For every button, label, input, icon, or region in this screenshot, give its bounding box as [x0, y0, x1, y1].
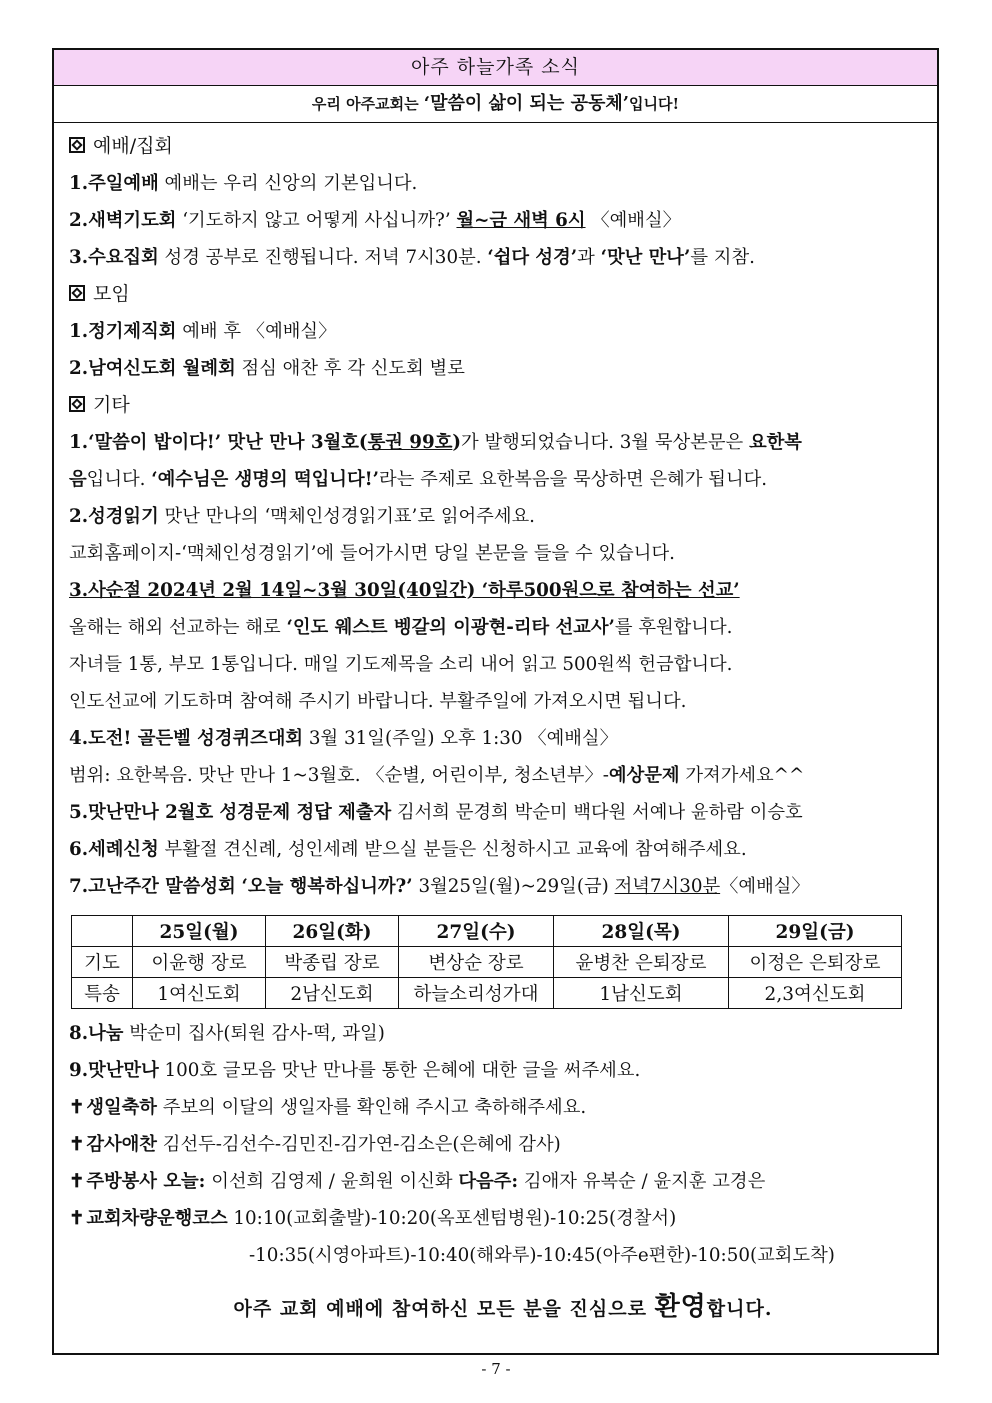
table-cell: 1여신도회 — [133, 978, 266, 1009]
section-heading-other: 기타 — [69, 387, 937, 424]
motto-suffix: 입니다! — [629, 95, 680, 113]
other-item-quiz: 4.도전! 골든벨 성경퀴즈대회 3월 31일(주일) 오후 1:30 〈예배실〉 — [69, 728, 618, 749]
table-cell: 박종립 장로 — [266, 947, 399, 978]
diamond-square-icon — [69, 285, 85, 301]
motto-prefix: 우리 아주교회는 — [311, 95, 419, 113]
other-item-manna-100: 9.맛난만나 100호 글모음 맛난 만나를 통한 은혜에 대한 글을 써주세요. — [69, 1060, 641, 1081]
page-title: 아주 하늘가족 소식 — [54, 50, 937, 86]
holy-week-schedule-table — [71, 915, 902, 1009]
day-header: 26일(화) — [266, 916, 399, 947]
table-cell: 윤병찬 은퇴장로 — [554, 947, 729, 978]
table-cell: 이윤행 장로 — [133, 947, 266, 978]
worship-item-sunday: 1.주일예배 예배는 우리 신앙의 기본입니다. — [69, 173, 418, 194]
table-cell: 2,3여신도회 — [729, 978, 902, 1009]
table-cell: 2남신도회 — [266, 978, 399, 1009]
other-item-lent: 3.사순절 2024년 2월 14일~3월 30일(40일간) ‘하루500원으로 참여하는 선교’ — [69, 580, 740, 601]
table-cell: 이정은 은퇴장로 — [729, 947, 902, 978]
cross-icon: ✝ — [69, 1171, 85, 1192]
table-cell: 변상순 장로 — [399, 947, 554, 978]
diamond-square-icon — [69, 396, 85, 412]
other-item-sharing: 8.나눔 박순미 집사(퇴원 감사-떡, 과일) — [69, 1023, 385, 1044]
row-label-special: 특송 — [72, 978, 133, 1009]
other-item-manna: 1.‘말씀이 밥이다!’ 맛난 만나 3월호(통권 99호)가 발행되었습니다. 3월 묵상본문은 요한복 — [69, 432, 802, 453]
diamond-square-icon — [69, 137, 85, 153]
day-header: 27일(수) — [399, 916, 554, 947]
table-cell: 하늘소리성가대 — [399, 978, 554, 1009]
table-row — [72, 916, 902, 947]
church-motto — [54, 86, 937, 123]
other-item-quiz-cont: 범위: 요한복음. 맛난 만나 1~3월호. 〈순별, 어린이부, 청소년부〉-예상문제 가져가세요^^ — [69, 765, 805, 786]
day-header: 25일(월) — [133, 916, 266, 947]
other-item-lent-line4: 인도선교에 기도하며 참여해 주시기 바랍니다. 부활주일에 가져오시면 됩니다. — [69, 691, 687, 712]
other-item-lent-line2: 올해는 해외 선교하는 해로 ‘인도 웨스트 벵갈의 이광현-리타 선교사’를 후원합니다. — [69, 617, 733, 638]
other-item-bible-reading-cont: 교회홈페이지-‘맥체인성경읽기’에 들어가시면 당일 본문을 들을 수 있습니다. — [69, 543, 675, 564]
motto-quote: ‘말씀이 삶이 되는 공동체’ — [423, 93, 630, 114]
section-heading-worship: 예배/집회 — [69, 128, 937, 165]
thanks-item: ✝ 감사애찬 김선두-김선수-김민진-김가연-김소은(은혜에 감사) — [69, 1134, 561, 1155]
other-item-manna-cont: 음입니다. ‘예수님은 생명의 떡입니다!’라는 주제로 요한복음을 묵상하면 은혜가 됩니다. — [69, 469, 768, 490]
kitchen-item: ✝ 주방봉사 오늘: 이선희 김영제 / 윤희원 이신화 다음주: 김애자 유복순 / 윤지훈 고경은 — [69, 1171, 766, 1192]
table-cell: 1남신도회 — [554, 978, 729, 1009]
welcome-message: 아주 교회 예배에 참여하신 모든 분을 진심으로 환영합니다. — [233, 1292, 773, 1322]
birthday-item: ✝ 생일축하 주보의 이달의 생일자를 확인해 주시고 축하해주세요. — [69, 1097, 587, 1118]
table-row — [72, 947, 902, 978]
other-item-bible-reading: 2.성경읽기 맛난 만나의 ‘맥체인성경읽기표’로 읽어주세요. — [69, 506, 535, 527]
meeting-item-staff: 1.정기제직회 예배 후 〈예배실〉 — [69, 321, 337, 342]
cross-icon: ✝ — [69, 1097, 85, 1118]
day-header: 28일(목) — [554, 916, 729, 947]
bulletin-frame — [52, 48, 939, 1355]
bus-item: ✝ 교회차량운행코스 10:10(교회출발)-10:20(옥포센텀병원)-10:25(경찰서) — [69, 1208, 677, 1229]
day-header: 29일(금) — [729, 916, 902, 947]
worship-item-wednesday: 3.수요집회 성경 공부로 진행됩니다. 저녁 7시30분. ‘쉽다 성경’과 ‘맛난 만나’를 지참. — [69, 247, 755, 268]
other-item-lent-line3: 자녀들 1통, 부모 1통입니다. 매일 기도제목을 소리 내어 읽고 500원씩 헌금합니다. — [69, 654, 733, 675]
other-item-answers: 5.맛난만나 2월호 성경문제 정답 제출자 김서희 문경희 박순미 백다원 서예나 윤하람 이승호 — [69, 802, 803, 823]
section-heading-meeting: 모임 — [69, 276, 937, 313]
row-label-prayer: 기도 — [72, 947, 133, 978]
meeting-item-monthly: 2.남여신도회 월례회 점심 애찬 후 각 신도회 별로 — [69, 358, 465, 379]
other-item-baptism: 6.세례신청 부활절 견신례, 성인세례 받으실 분들은 신청하시고 교육에 참여해주세요. — [69, 839, 747, 860]
cross-icon: ✝ — [69, 1208, 85, 1229]
worship-item-dawn: 2.새벽기도회 ‘기도하지 않고 어떻게 사십니까?’ 월~금 새벽 6시 〈예배실〉 — [69, 210, 681, 231]
notice-content — [54, 123, 937, 1323]
table-row — [72, 978, 902, 1009]
other-item-holy-week: 7.고난주간 말씀성회 ‘오늘 행복하십니까?’ 3월25일(월)~29일(금) 저녁7시30분〈예배실〉 — [69, 876, 810, 897]
table-corner-cell — [72, 916, 133, 947]
cross-icon: ✝ — [69, 1134, 85, 1155]
page-number: - 7 - — [481, 1360, 511, 1378]
bus-item-cont: -10:35(시영아파트)-10:40(해와루)-10:45(아주e편한)-10:50(교회도착) — [249, 1245, 835, 1266]
